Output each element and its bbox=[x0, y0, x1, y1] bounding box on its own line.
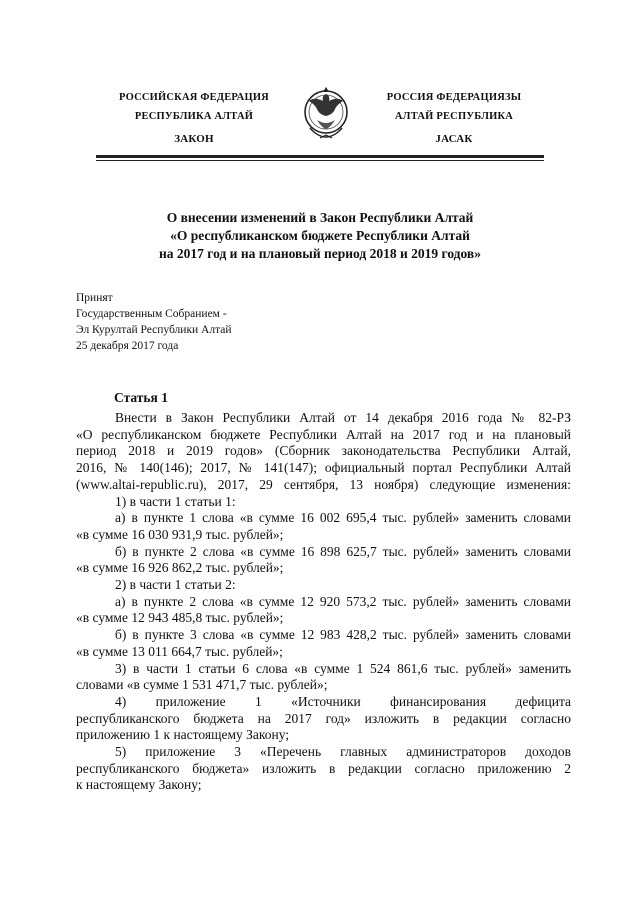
adoption-date: 25 декабря 2017 года bbox=[76, 340, 179, 352]
coat-of-arms-emblem bbox=[300, 80, 352, 144]
body-line: (www.altai-republic.ru), 2017, 29 сентября, 13 ноября) следующие изменения: bbox=[76, 476, 571, 492]
body-line: «О республиканском бюджете Республики Алтай на 2017 год и на плановый bbox=[76, 426, 571, 442]
body-line: «в сумме 16 030 931,9 тыс. рублей»; bbox=[76, 526, 284, 542]
body-line: республиканского бюджета на 2017 год» изложить в редакции согласно bbox=[76, 710, 571, 726]
body-line: а) в пункте 1 слова «в сумме 16 002 695,4 тыс. рублей» заменить словами bbox=[115, 510, 571, 526]
article-heading: Статья 1 bbox=[114, 390, 168, 405]
title-line: «О республиканском бюджете Республики Алтай bbox=[170, 228, 470, 243]
body-line: 3) в части 1 статьи 6 слова «в сумме 1 524 861,6 тыс. рублей» заменить bbox=[115, 660, 571, 676]
adoption-line: Принят bbox=[76, 292, 113, 304]
title-line: О внесении изменений в Закон Республики Алтай bbox=[166, 210, 474, 225]
header-right-republic: АЛТАЙ РЕСПУБЛИКА bbox=[394, 111, 514, 122]
body-line: словами «в сумме 1 531 471,7 тыс. рублей»; bbox=[76, 677, 328, 693]
body-line: республиканского бюджета» изложить в редакции согласно приложению 2 bbox=[76, 760, 571, 776]
header-right bbox=[364, 88, 544, 149]
header-right-law: ЈАСАК bbox=[435, 133, 473, 145]
body-line: 2016, № 140(146); 2017, № 141(147); официальный портал Республики Алтай bbox=[76, 460, 571, 476]
header-divider-thick bbox=[96, 155, 544, 158]
body-line: 2) в части 1 статьи 2: bbox=[115, 577, 236, 593]
body-line: 4) приложение 1 «Источники финансирования дефицита bbox=[115, 693, 571, 709]
header-left-law: ЗАКОН bbox=[174, 133, 214, 145]
body-line: приложению 1 к настоящему Закону; bbox=[76, 727, 290, 743]
header-left-republic: РЕСПУБЛИКА АЛТАЙ bbox=[134, 111, 254, 122]
body-line: 5) приложение 3 «Перечень главных администраторов доходов bbox=[115, 744, 571, 760]
body-line: Внести в Закон Республики Алтай от 14 декабря 2016 года № 82-РЗ bbox=[115, 410, 571, 425]
body-line: б) в пункте 3 слова «в сумме 12 983 428,2 тыс. рублей» заменить словами bbox=[115, 627, 571, 643]
header-left bbox=[104, 88, 284, 149]
title-line: на 2017 год и на плановый период 2018 и 2019 годов» bbox=[159, 246, 481, 261]
header-left-country: РОССИЙСКАЯ ФЕДЕРАЦИЯ bbox=[119, 92, 269, 103]
body-line: «в сумме 16 926 862,2 тыс. рублей»; bbox=[76, 560, 284, 576]
article-body bbox=[76, 410, 571, 794]
adoption-line: Государственным Собранием - bbox=[76, 308, 227, 320]
adoption-line: Эл Курултай Республики Алтай bbox=[76, 324, 232, 336]
header-right-country: РОССИЯ ФЕДЕРАЦИЯЗЫ bbox=[386, 92, 522, 103]
adoption-block bbox=[76, 290, 232, 354]
body-line: а) в пункте 2 слова «в сумме 12 920 573,2 тыс. рублей» заменить словами bbox=[115, 593, 571, 609]
body-line: период 2018 и 2019 годов» (Сборник законодательства Республики Алтай, bbox=[76, 443, 571, 459]
body-line: «в сумме 13 011 664,7 тыс. рублей»; bbox=[76, 643, 283, 659]
body-line: к настоящему Закону; bbox=[76, 777, 202, 793]
body-line: б) в пункте 2 слова «в сумме 16 898 625,7 тыс. рублей» заменить словами bbox=[115, 543, 571, 559]
body-line: 1) в части 1 статьи 1: bbox=[115, 493, 236, 509]
document-title bbox=[100, 209, 540, 263]
body-line: «в сумме 12 943 485,8 тыс. рублей»; bbox=[76, 610, 284, 626]
header-divider-thin bbox=[96, 160, 544, 161]
